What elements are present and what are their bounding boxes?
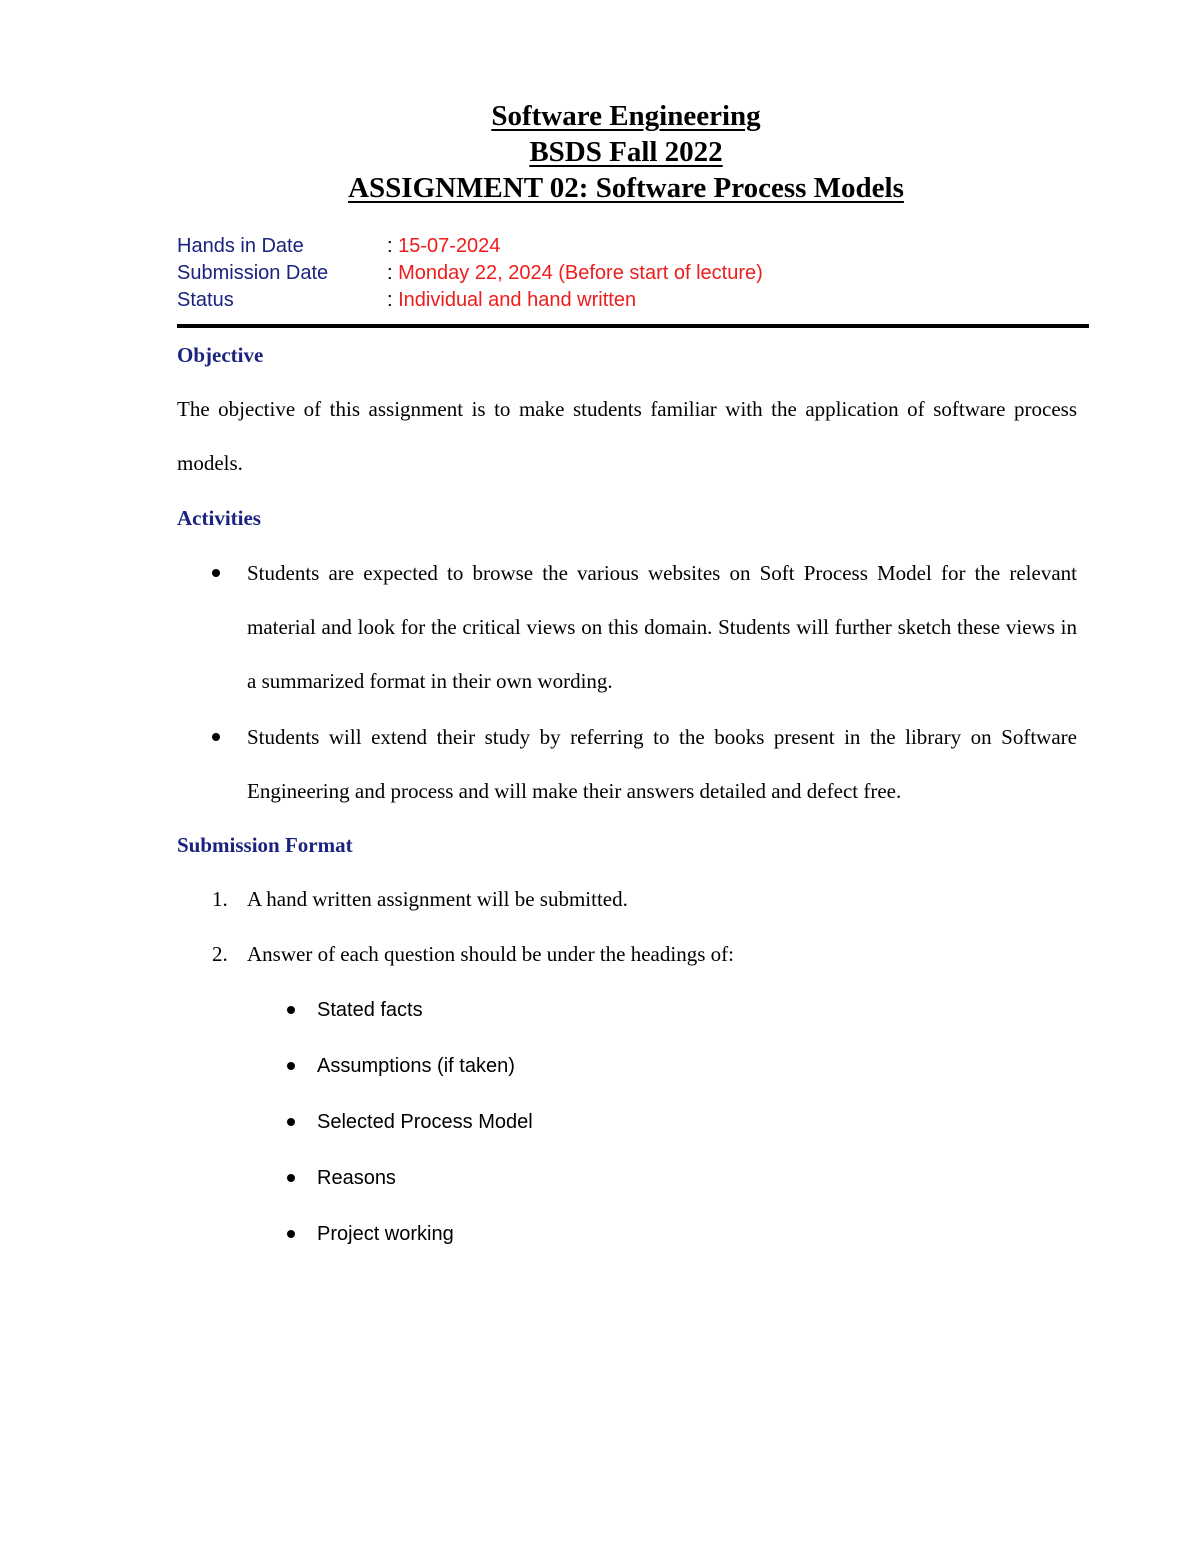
list-item-text: Students are expected to browse the various websites on Soft Process Model for the relevant material and look for the critical views on this domain. Students will further sketch these views in a summarized format in their own wording. [247, 561, 1077, 693]
list-number: 2. [212, 942, 228, 966]
meta-value: Individual and hand written [398, 289, 637, 311]
list-item-text: Answer of each question should be under the headings of: [247, 942, 734, 966]
list-item [247, 1206, 1047, 1262]
list-item [247, 1150, 1047, 1206]
list-item [177, 546, 1077, 708]
meta-label: Submission Date [177, 262, 329, 284]
list-item-text: Project working [317, 1223, 454, 1245]
document-title [0, 98, 1200, 206]
objective-heading: Objective [177, 343, 264, 367]
meta-row-status [177, 287, 763, 314]
meta-value: 15-07-2024 [398, 235, 501, 257]
list-item [177, 872, 1077, 927]
meta-row-submission [177, 260, 763, 287]
activities-heading: Activities [177, 506, 261, 530]
heading-list [247, 982, 1047, 1262]
bullet-icon [287, 1006, 295, 1014]
list-item-text: A hand written assignment will be submitted. [247, 887, 628, 911]
bullet-icon [287, 1062, 295, 1070]
list-item [247, 982, 1047, 1038]
list-item-text: Stated facts [317, 999, 423, 1021]
bullet-icon [287, 1174, 295, 1182]
meta-label: Status [177, 289, 234, 311]
bullet-icon [287, 1118, 295, 1126]
program-title: BSDS Fall 2022 [529, 136, 723, 168]
meta-colon: : [387, 235, 399, 257]
bullet-icon [212, 733, 220, 741]
submission-format-heading: Submission Format [177, 833, 353, 857]
assignment-title: ASSIGNMENT 02: Software Process Models [348, 172, 904, 204]
submission-format-list [177, 872, 1077, 982]
meta-colon: : [387, 262, 399, 284]
activities-list [177, 546, 1077, 818]
list-item [177, 710, 1077, 818]
meta-row-hands-in [177, 233, 763, 260]
assignment-meta [177, 233, 763, 314]
list-number: 1. [212, 887, 228, 911]
bullet-icon [287, 1230, 295, 1238]
list-item-text: Reasons [317, 1167, 396, 1189]
meta-colon: : [387, 289, 399, 311]
list-item [247, 1038, 1047, 1094]
meta-value: Monday 22, 2024 (Before start of lecture) [398, 262, 763, 284]
horizontal-divider [177, 324, 1089, 328]
list-item-text: Students will extend their study by referring to the books present in the library on Software Engineering and process and will make their answers detailed and defect free. [247, 725, 1077, 803]
bullet-icon [212, 569, 220, 577]
list-item-text: Selected Process Model [317, 1111, 533, 1133]
list-item [177, 927, 1077, 982]
course-title: Software Engineering [491, 100, 761, 132]
meta-label: Hands in Date [177, 235, 304, 257]
list-item [247, 1094, 1047, 1150]
list-item-text: Assumptions (if taken) [317, 1055, 515, 1077]
objective-text: The objective of this assignment is to make students familiar with the application of software process models. [177, 397, 1077, 475]
